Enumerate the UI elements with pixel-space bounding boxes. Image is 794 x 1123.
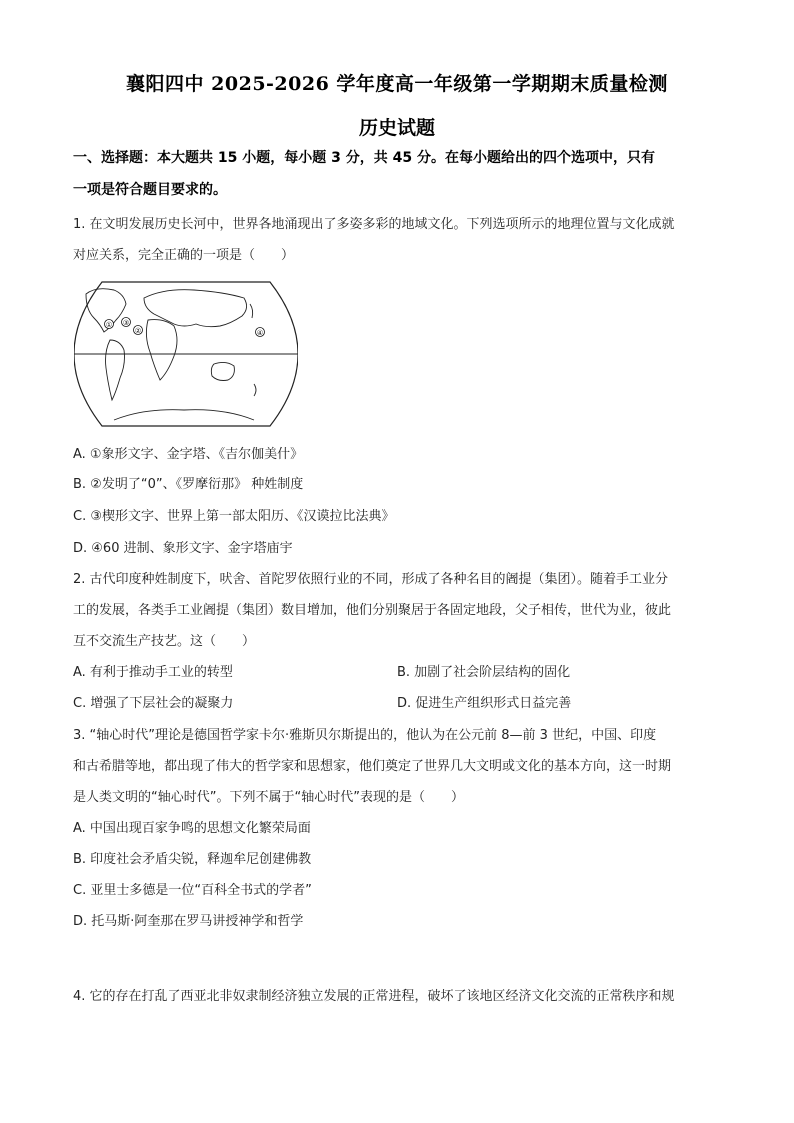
q2-stem-line3: 互不交流生产技艺。这（ ） — [73, 634, 256, 649]
q3-stem-line1: 3. “轴心时代”理论是德国哲学家卡尔·雅斯贝尔斯提出的，他认为在公元前 8—前 3 世纪，中国、印度 — [73, 728, 657, 743]
new-zealand-shape — [254, 384, 256, 396]
map-marker-3 — [122, 318, 131, 328]
australia-shape — [211, 362, 234, 380]
q3-stem-line2: 和古希腊等地，都出现了伟大的哲学家和思想家，他们奠定了世界几大文明或文化的基本方向，这一时期 — [73, 759, 672, 774]
svg-text:③: ③ — [122, 319, 130, 327]
q1-option-b[interactable]: B. ②发明了“0”、《罗摩衍那》 种姓制度 — [73, 477, 304, 492]
world-map-figure — [74, 280, 298, 428]
q2-stem-line1: 2. 古代印度种姓制度下，吠舍、首陀罗依照行业的不同，形成了各种名目的阇提（集团）。随着手工业分 — [73, 572, 669, 587]
section-heading-line1: 一、选择题：本大题共 15 小题，每小题 3 分，共 45 分。在每小题给出的四个选项中，只有 — [73, 150, 655, 166]
q1-stem-line1: 1. 在文明发展历史长河中，世界各地涌现出了多姿多彩的地域文化。下列选项所示的地理位置与文化成就 — [73, 217, 675, 232]
q3-option-a[interactable]: A. 中国出现百家争鸣的思想文化繁荣局面 — [73, 821, 311, 836]
section-heading-line2: 一项是符合题目要求的。 — [73, 182, 227, 198]
q2-option-c[interactable]: C. 增强了下层社会的凝聚力 — [73, 696, 234, 711]
q1-option-d[interactable]: D. ④60 进制、象形文字、金字塔庙宇 — [73, 541, 293, 556]
svg-text:①: ① — [105, 321, 113, 329]
q1-option-c[interactable]: C. ③楔形文字、世界上第一部太阳历、《汉谟拉比法典》 — [73, 509, 395, 524]
map-marker-4 — [256, 328, 265, 338]
q2-option-b[interactable]: B. 加剧了社会阶层结构的固化 — [397, 665, 571, 680]
antarctica-shape — [114, 410, 254, 420]
q2-option-a[interactable]: A. 有利于推动手工业的转型 — [73, 665, 233, 680]
q3-option-c[interactable]: C. 亚里士多德是一位“百科全书式的学者” — [73, 883, 312, 898]
q1-stem-line2: 对应关系，完全正确的一项是（ ） — [73, 248, 295, 263]
exam-subtitle: 历史试题 — [358, 117, 435, 139]
eurasia-shape — [144, 290, 247, 327]
q3-option-b[interactable]: B. 印度社会矛盾尖锐，释迦牟尼创建佛教 — [73, 852, 312, 867]
q3-option-d[interactable]: D. 托马斯·阿奎那在罗马讲授神学和哲学 — [73, 914, 304, 929]
south-america-shape — [106, 340, 125, 400]
svg-text:②: ② — [134, 327, 142, 335]
q1-option-a[interactable]: A. ①象形文字、金字塔、《吉尔伽美什》 — [73, 447, 304, 462]
q3-stem-line3: 是人类文明的“轴心时代”。下列不属于“轴心时代”表现的是（ ） — [73, 790, 464, 805]
q2-option-d[interactable]: D. 促进生产组织形式日益完善 — [397, 696, 572, 711]
map-marker-2 — [134, 326, 143, 336]
africa-shape — [146, 320, 177, 380]
japan-shape — [250, 304, 253, 318]
map-marker-1 — [105, 320, 114, 330]
svg-text:④: ④ — [256, 329, 264, 337]
q4-stem-line1: 4. 它的存在打乱了西亚北非奴隶制经济独立发展的正常进程，破坏了该地区经济文化交流的正常秩序和规 — [73, 989, 675, 1004]
q2-stem-line2: 工的发展，各类手工业阇提（集团）数目增加，他们分别聚居于各固定地段，父子相传，世代为业，彼此 — [73, 603, 672, 618]
exam-title: 襄阳四中 2025-2026 学年度高一年级第一学期期末质量检测 — [126, 73, 668, 95]
